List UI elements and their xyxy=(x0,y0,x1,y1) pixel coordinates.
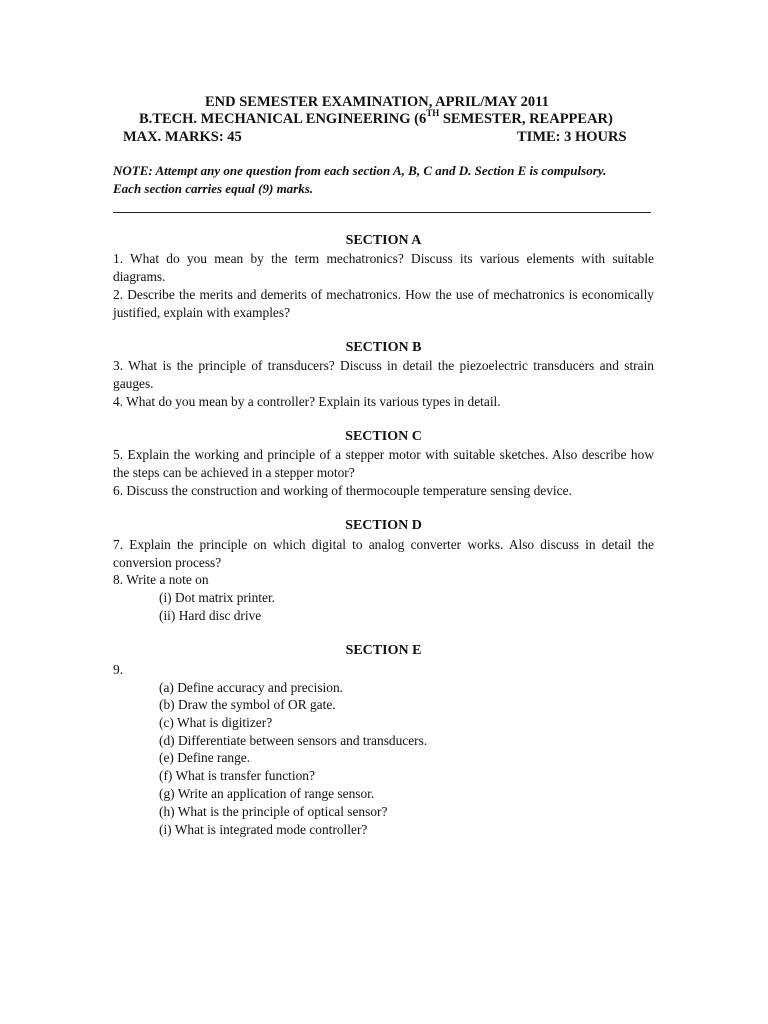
note-line-2: Each section carries equal (9) marks. xyxy=(113,181,314,196)
course-line xyxy=(139,108,613,128)
course-sup: TH xyxy=(426,108,440,119)
question-8-item-i: (i) Dot matrix printer. xyxy=(159,590,276,605)
section-e-title: SECTION E xyxy=(345,643,422,658)
question-8-item-ii: (ii) Hard disc drive xyxy=(159,608,262,623)
question-2: 2. Describe the merits and demerits of mechatronics. How the use of mechatronics is economically justified, explain with examples? xyxy=(113,287,654,320)
exam-title: END SEMESTER EXAMINATION, APRIL/MAY 2011 xyxy=(205,94,549,110)
section-c-title: SECTION C xyxy=(345,429,422,444)
section-b-title: SECTION B xyxy=(345,340,422,355)
course-suffix: SEMESTER, REAPPEAR) xyxy=(439,111,613,127)
section-a-title: SECTION A xyxy=(345,233,422,248)
note-line-1: NOTE: Attempt any one question from each section A, B, C and D. Section E is compulsory. xyxy=(113,163,607,178)
question-7: 7. Explain the principle on which digital to analog converter works. Also discuss in detail the conversion process? xyxy=(113,537,654,570)
section-d-title: SECTION D xyxy=(345,518,422,533)
question-3: 3. What is the principle of transducers? Discuss in detail the piezoelectric transducers and strain gauges. xyxy=(113,358,654,391)
question-9-item-f: (f) What is transfer function? xyxy=(159,768,315,783)
question-4: 4. What do you mean by a controller? Explain its various types in detail. xyxy=(113,394,501,409)
question-9-item-a: (a) Define accuracy and precision. xyxy=(159,680,344,695)
course-prefix: B.TECH. MECHANICAL ENGINEERING (6 xyxy=(139,111,427,127)
question-9: 9. xyxy=(113,662,124,677)
question-9-item-b: (b) Draw the symbol of OR gate. xyxy=(159,697,336,712)
question-6: 6. Discuss the construction and working of thermocouple temperature sensing device. xyxy=(113,483,572,498)
question-9-item-i: (i) What is integrated mode controller? xyxy=(159,822,368,837)
question-9-item-h: (h) What is the principle of optical sensor? xyxy=(159,804,388,819)
separator-line xyxy=(113,212,651,213)
question-5: 5. Explain the working and principle of a stepper motor with suitable sketches. Also describe how the steps can be achieved in a stepper motor? xyxy=(113,447,654,480)
question-8: 8. Write a note on xyxy=(113,572,209,587)
max-marks: MAX. MARKS: 45 xyxy=(123,129,242,145)
question-9-item-e: (e) Define range. xyxy=(159,750,251,765)
question-9-item-c: (c) What is digitizer? xyxy=(159,715,273,730)
question-1: 1. What do you mean by the term mechatronics? Discuss its various elements with suitable diagrams. xyxy=(113,251,654,284)
exam-time: TIME: 3 HOURS xyxy=(517,129,627,145)
question-9-item-g: (g) Write an application of range sensor. xyxy=(159,786,375,801)
question-9-item-d: (d) Differentiate between sensors and transducers. xyxy=(159,733,428,748)
